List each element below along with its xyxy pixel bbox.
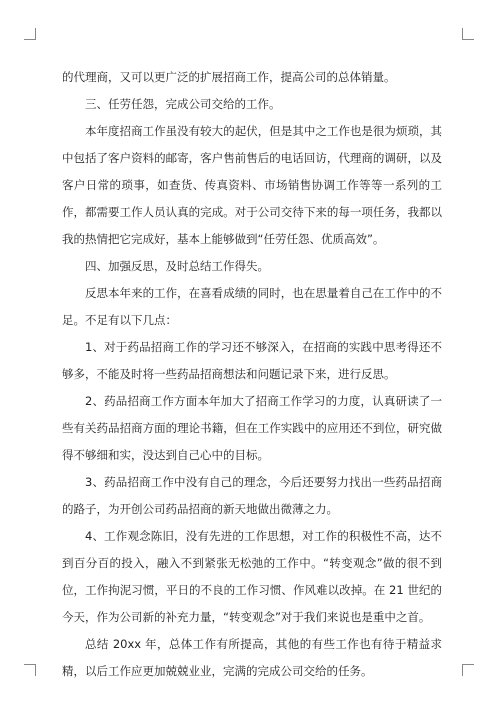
corner-mark-bottom-left xyxy=(24,664,36,676)
paragraph: 反思本年来的工作，在喜看成绩的同时，也在思量着自己在工作中的不足。不足有以下几点： xyxy=(62,286,442,327)
list-item: 4、工作观念陈旧，没有先进的工作思想，对工作的积极性不高，达不到百分百的投入，融入不到紧张无松弛的工作中。“转变观念”做的很不到位，工作拘泥习惯，平日的不良的工作习惯、作风难以改掉。在 21 世纪的今天，作为公司新的补充力量，“转变观念”对于我们来说也是重中之首。 xyxy=(62,529,442,624)
document-body xyxy=(62,64,442,685)
list-item: 1、对于药品招商工作的学习还不够深入，在招商的实践中思考得还不够多，不能及时将一些药品招商想法和问题记录下来，进行反思。 xyxy=(62,340,442,381)
corner-mark-top-right xyxy=(462,28,474,40)
paragraph: 本年度招商工作虽没有较大的起伏，但是其中之工作也是很为烦琐，其中包括了客户资料的邮寄，客户售前售后的电话回访，代理商的调研，以及客户日常的琐事，如查货、传真资料、市场销售协调工作等等一系列的工作，都需要工作人员认真的完成。对于公司交待下来的每一项任务，我都以我的热情把它完成好，基本上能够做到“任劳任怨、优质高效”。 xyxy=(62,124,442,246)
list-item: 3、药品招商工作中没有自己的理念，今后还要努力找出一些药品招商的路子，为开创公司药品招商的新天地做出微薄之力。 xyxy=(62,475,442,516)
list-item: 2、药品招商工作方面本年加大了招商工作学习的力度，认真研读了一些有关药品招商方面的理论书籍，但在工作实践中的应用还不到位，研究做得不够细和实，没达到自己心中的目标。 xyxy=(62,394,442,462)
paragraph: 总结 20xx 年，总体工作有所提高，其他的有些工作也有待于精益求精，以后工作应更加兢兢业业，完满的完成公司交给的任务。 xyxy=(62,637,442,678)
section-heading: 三、任劳任怨，完成公司交给的工作。 xyxy=(85,97,281,111)
section-heading: 四、加强反思，及时总结工作得失。 xyxy=(85,259,269,273)
paragraph: 的代理商，又可以更广泛的扩展招商工作，提高公司的总体销量。 xyxy=(62,70,396,84)
corner-mark-top-left xyxy=(24,28,36,40)
corner-mark-bottom-right xyxy=(462,664,474,676)
